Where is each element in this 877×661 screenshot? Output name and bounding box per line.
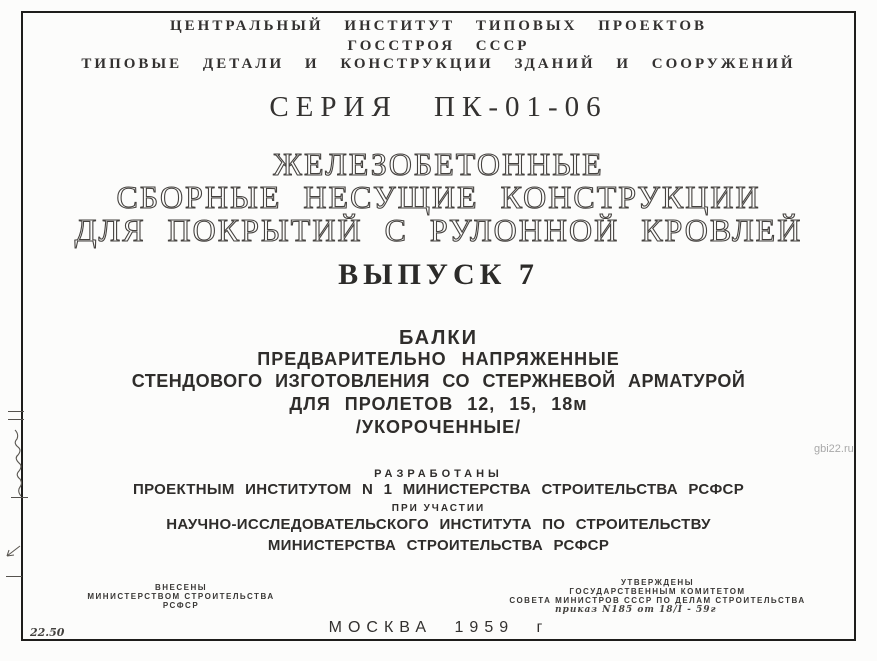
subject-line-5: /УКОРОЧЕННЫЕ/ [355, 417, 522, 437]
margin-tick-1 [8, 411, 24, 412]
approved-line-2: ГОСУДАРСТВЕННЫМ КОМИТЕТОМ [569, 587, 746, 596]
submitted-block [61, 583, 301, 610]
series-title: СЕРИЯ ПК-01-06 [269, 91, 608, 123]
developed-line-4: МИНИСТЕРСТВА СТРОИТЕЛЬСТВА РСФСР [267, 537, 610, 554]
margin-tick-2 [8, 419, 24, 420]
header-line-1: ЦЕНТРАЛЬНЫЙ ИНСТИТУТ ТИПОВЫХ ПРОЕКТОВ [169, 18, 708, 34]
approved-line-3: СОВЕТА МИНИСТРОВ СССР ПО ДЕЛАМ СТРОИТЕЛЬСТВА [509, 596, 806, 605]
margin-handwriting-scribble [8, 428, 22, 498]
price-note: 22.50 [30, 626, 65, 639]
submitted-line-2: МИНИСТЕРСТВОМ СТРОИТЕЛЬСТВА [87, 592, 275, 601]
approved-line-1: УТВЕРЖДЕНЫ [620, 578, 695, 587]
developed-line-1: ПРОЕКТНЫМ ИНСТИТУТОМ N 1 МИНИСТЕРСТВА СТРОИТЕЛЬСТВА РСФСР [132, 481, 744, 498]
watermark: gbi22.ru [814, 443, 854, 455]
header-line-3: ТИПОВЫЕ ДЕТАЛИ И КОНСТРУКЦИИ ЗДАНИЙ И СООРУЖЕНИЙ [81, 56, 796, 72]
margin-arrow-mark [4, 544, 22, 560]
issue-number: ВЫПУСК 7 [338, 258, 539, 291]
developed-heading: РАЗРАБОТАНЫ [374, 468, 503, 480]
approved-order-note: приказ N185 от 18/I - 59г [555, 605, 717, 615]
subject-line-2: ПРЕДВАРИТЕЛЬНО НАПРЯЖЕННЫЕ [257, 349, 620, 369]
developed-line-2: ПРИ УЧАСТИИ [391, 503, 486, 514]
city-year: МОСКВА 1959 г [328, 619, 549, 636]
approved-block [495, 578, 820, 615]
subject-line-1: БАЛКИ [399, 327, 478, 349]
submitted-line-1: ВНЕСЕНЫ [154, 583, 208, 592]
main-title-line-3: ДЛЯ ПОКРЫТИЙ С РУЛОННОЙ КРОВЛЕЙ [74, 212, 803, 248]
margin-tick-4 [6, 576, 22, 577]
subject-line-4: ДЛЯ ПРОЛЕТОВ 12, 15, 18м [289, 394, 588, 414]
developed-line-3: НАУЧНО-ИССЛЕДОВАТЕЛЬСКОГО ИНСТИТУТА ПО СТРОИТЕЛЬСТВУ [166, 516, 711, 533]
header-line-2: ГОССТРОЯ СССР [347, 38, 530, 54]
submitted-line-3: РСФСР [162, 601, 200, 610]
main-title-line-2: СБОРНЫЕ НЕСУЩИЕ КОНСТРУКЦИИ [116, 179, 761, 215]
main-title-line-1: ЖЕЛЕЗОБЕТОННЫЕ [273, 146, 604, 182]
subject-line-3: СТЕНДОВОГО ИЗГОТОВЛЕНИЯ СО СТЕРЖНЕВОЙ АРМАТУРОЙ [131, 371, 746, 391]
